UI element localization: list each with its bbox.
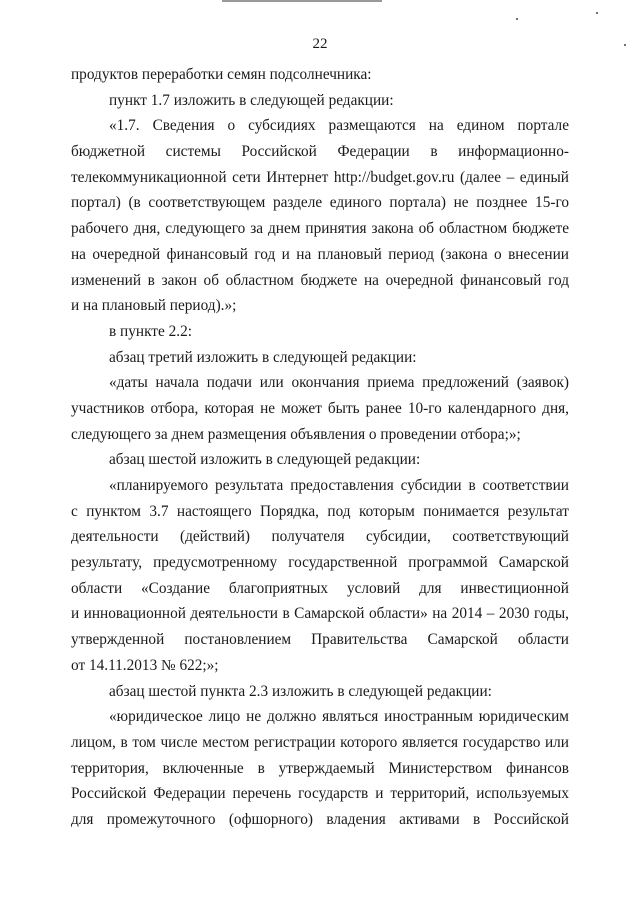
text-line: на очередной финансовый год и на плановый период (закона о внесении xyxy=(71,245,569,263)
text-line: в пункте 2.2: xyxy=(109,322,192,340)
text-line: утвержденной постановлением Правительства Самарской области xyxy=(71,631,569,649)
text-line: абзац шестой пункта 2.3 изложить в следующей редакции: xyxy=(109,682,492,700)
text-line: результату, предусмотренному государственной программой Самарской xyxy=(71,554,569,572)
text-line: Российской Федерации перечень государств и территорий, используемых xyxy=(71,785,569,803)
text-line: территория, включенные в утверждаемый Министерством финансов xyxy=(71,759,569,777)
text-line: области «Создание благоприятных условий для инвестиционной xyxy=(71,579,569,597)
text-line: и инновационной деятельности в Самарской области» на 2014 – 2030 годы, xyxy=(71,605,569,623)
text-line: лицом, в том числе местом регистрации которого является государство или xyxy=(71,733,569,751)
text-line: и на плановый период).»; xyxy=(71,297,237,315)
page-number: 22 xyxy=(312,36,328,52)
text-line: абзац шестой изложить в следующей редакции: xyxy=(109,451,421,469)
text-line: абзац третий изложить в следующей редакции: xyxy=(109,348,417,366)
text-line: «планируемого результата предоставления субсидии в соответствии xyxy=(109,477,569,494)
document-body xyxy=(71,62,569,833)
top-edge-mark xyxy=(222,0,382,2)
text-line: продуктов переработки семян подсолнечника: xyxy=(71,66,372,83)
text-line: изменений в закон об областном бюджете на очередной финансовый год xyxy=(71,271,569,289)
text-line: «даты начала подачи или окончания приема предложений (заявок) xyxy=(109,374,569,392)
text-line: деятельности (действий) получателя субсидии, соответствующий xyxy=(71,528,569,546)
text-line: следующего за днем размещения объявления о проведении отбора;»; xyxy=(71,425,521,443)
text-line: телекоммуникационной сети Интернет http://budget.gov.ru (далее – единый xyxy=(71,168,569,186)
text-line: портал) (в соответствующем разделе единого портала) не позднее 15-го xyxy=(71,194,569,212)
scan-speck xyxy=(516,18,518,20)
text-line: «1.7. Сведения о субсидиях размещаются на едином портале xyxy=(109,117,569,135)
text-line: от 14.11.2013 № 622;»; xyxy=(71,656,219,674)
text-line: участников отбора, которая не может быть ранее 10-го календарного дня, xyxy=(71,399,569,417)
text-line: бюджетной системы Российской Федерации в информационно- xyxy=(71,143,569,161)
scan-speck xyxy=(596,12,598,14)
text-line: с пунктом 3.7 настоящего Порядка, под которым понимается результат xyxy=(71,502,569,520)
text-line: для промежуточного (офшорного) владения активами в Российской xyxy=(71,810,569,828)
text-line: пункт 1.7 изложить в следующей редакции: xyxy=(109,91,394,109)
text-line: «юридическое лицо не должно являться иностранным юридическим xyxy=(109,708,569,726)
text-line: рабочего дня, следующего за днем принятия закона об областном бюджете xyxy=(71,220,569,238)
